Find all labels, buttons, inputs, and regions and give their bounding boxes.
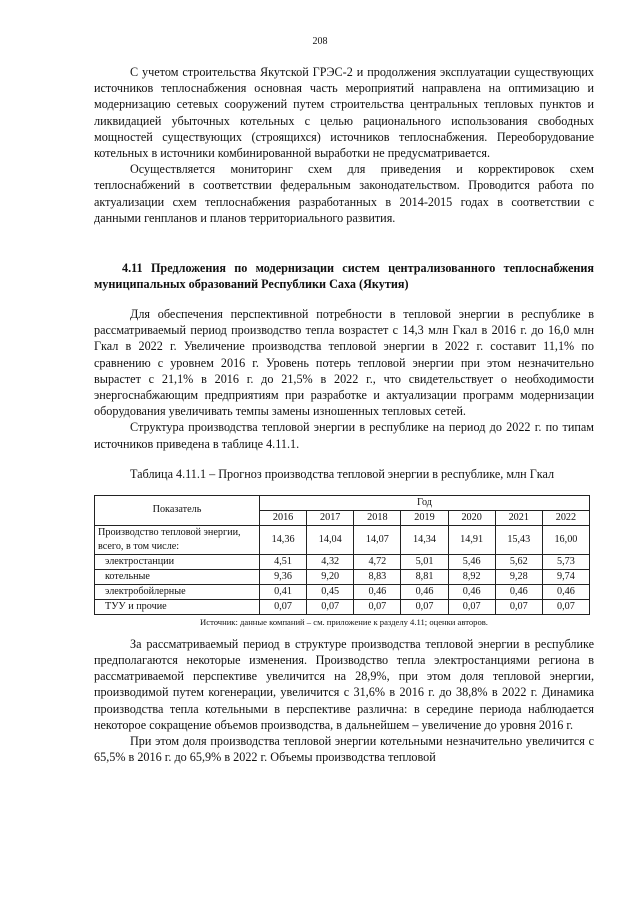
value-cell: 0,07: [354, 599, 401, 614]
year-cell: 2020: [448, 510, 495, 525]
value-cell: 9,20: [307, 569, 354, 584]
value-cell: 4,51: [260, 554, 307, 569]
value-cell: 8,83: [354, 569, 401, 584]
indicator-header: Показатель: [95, 495, 260, 525]
value-cell: 5,62: [495, 554, 542, 569]
value-cell: 14,36: [260, 525, 307, 554]
table-row: [95, 554, 590, 569]
value-cell: 0,46: [448, 584, 495, 599]
paragraph-3: Для обеспечения перспективной потребности в тепловой энергии в республике в рассматриваемый период производство тепла возрастет с 14,3 млн Гкал в 2016 г. до 16,0 млн Гкал в 2022 г. Увеличение производства тепловой энергии в 2022 г. составит 11,1% по сравнению с уровнем 2016 г. Уровень потерь тепловой энергии при этом незначительно вырастет с 21,1% в 2016 г. до 21,5% в 2022 г., что свидетельствует о необходимости энергоснабжающим предприятиям при разработке и актуализации программ модернизации оборудования увеличивать темпы замены изношенных тепловых сетей.: [94, 307, 594, 419]
value-cell: 5,46: [448, 554, 495, 569]
value-cell: 4,32: [307, 554, 354, 569]
section-heading: 4.11 Предложения по модернизации систем централизованного теплоснабжения муниципальных образований Республики Саха (Якутия): [94, 261, 594, 292]
table-row: [95, 525, 590, 554]
paragraph-6: При этом доля производства тепловой энергии котельными незначительно увеличится с 65,5% в 2016 г. до 65,9% в 2022 г. Объемы производства тепловой: [94, 734, 594, 765]
row-label: ТУУ и прочие: [95, 599, 260, 614]
paragraph-4: Структура производства тепловой энергии в республике на период до 2022 г. по типам источников приведена в таблице 4.11.1.: [94, 420, 594, 451]
table-row: [95, 569, 590, 584]
page-number: 208: [312, 36, 328, 47]
value-cell: 9,36: [260, 569, 307, 584]
value-cell: 0,07: [307, 599, 354, 614]
year-cell: 2016: [260, 510, 307, 525]
year-cell: 2022: [542, 510, 589, 525]
value-cell: 0,07: [542, 599, 589, 614]
value-cell: 15,43: [495, 525, 542, 554]
value-cell: 16,00: [542, 525, 589, 554]
value-cell: 5,01: [401, 554, 448, 569]
table-row: [95, 599, 590, 614]
row-label: электробойлерные: [95, 584, 260, 599]
value-cell: 14,34: [401, 525, 448, 554]
value-cell: 9,74: [542, 569, 589, 584]
production-forecast-table: [94, 495, 590, 615]
value-cell: 14,07: [354, 525, 401, 554]
value-cell: 9,28: [495, 569, 542, 584]
value-cell: 0,07: [448, 599, 495, 614]
paragraph-1: С учетом строительства Якутской ГРЭС-2 и продолжения эксплуатации существующих источников теплоснабжения основная часть мероприятий направлена на оптимизацию и модернизацию сетевых сооружений путем строительства центральных тепловых пунктов и ликвидацией убыточных котельных с целью рационального использования свободных мощностей существующих (строящихся) источников теплоснабжения. Переоборудование котельных в источники комбинированной выработки не предусматривается.: [94, 65, 594, 161]
year-cell: 2021: [495, 510, 542, 525]
value-cell: 0,46: [354, 584, 401, 599]
value-cell: 8,92: [448, 569, 495, 584]
value-cell: 0,46: [542, 584, 589, 599]
year-cell: 2019: [401, 510, 448, 525]
value-cell: 14,04: [307, 525, 354, 554]
value-cell: 0,41: [260, 584, 307, 599]
value-cell: 5,73: [542, 554, 589, 569]
value-cell: 0,07: [260, 599, 307, 614]
row-label: Производство тепловой энергии, всего, в том числе:: [95, 525, 260, 554]
paragraph-2: Осуществляется мониторинг схем для приведения и корректировок схем теплоснабжений в соответствии федеральным законодательством. Проводится работа по актуализации схем теплоснабжения разработанных в 2014-2015 годах в соответствии с данными генпланов и планов территориального развития.: [94, 162, 594, 225]
value-cell: 0,46: [401, 584, 448, 599]
table-caption: Таблица 4.11.1 – Прогноз производства тепловой энергии в республике, млн Гкал: [130, 466, 555, 481]
value-cell: 14,91: [448, 525, 495, 554]
page-content: [94, 64, 594, 765]
table-source-note: Источник: данные компаний – см. приложение к разделу 4.11; оценки авторов.: [200, 616, 488, 627]
value-cell: 8,81: [401, 569, 448, 584]
row-label: котельные: [95, 569, 260, 584]
value-cell: 4,72: [354, 554, 401, 569]
value-cell: 0,46: [495, 584, 542, 599]
year-cell: 2017: [307, 510, 354, 525]
value-cell: 0,45: [307, 584, 354, 599]
year-header: Год: [260, 495, 590, 510]
paragraph-5: За рассматриваемый период в структуре производства тепловой энергии в республике предполагаются некоторые изменения. Производство тепла электростанциями региона в рассматриваемой перспективе увеличится на 28,9%, при этом доля тепловой энергии, производимой путем когенерации, увеличится с 31,6% в 2016 г. до 38,8% в 2022 г. Динамика производства тепла котельными в перспективе различна: в середине периода наблюдается некоторое сокращение объемов производства, в дальнейшем – увеличение до уровня 2016 г.: [94, 636, 594, 732]
table-row: [95, 584, 590, 599]
value-cell: 0,07: [495, 599, 542, 614]
value-cell: 0,07: [401, 599, 448, 614]
row-label: электростанции: [95, 554, 260, 569]
year-cell: 2018: [354, 510, 401, 525]
